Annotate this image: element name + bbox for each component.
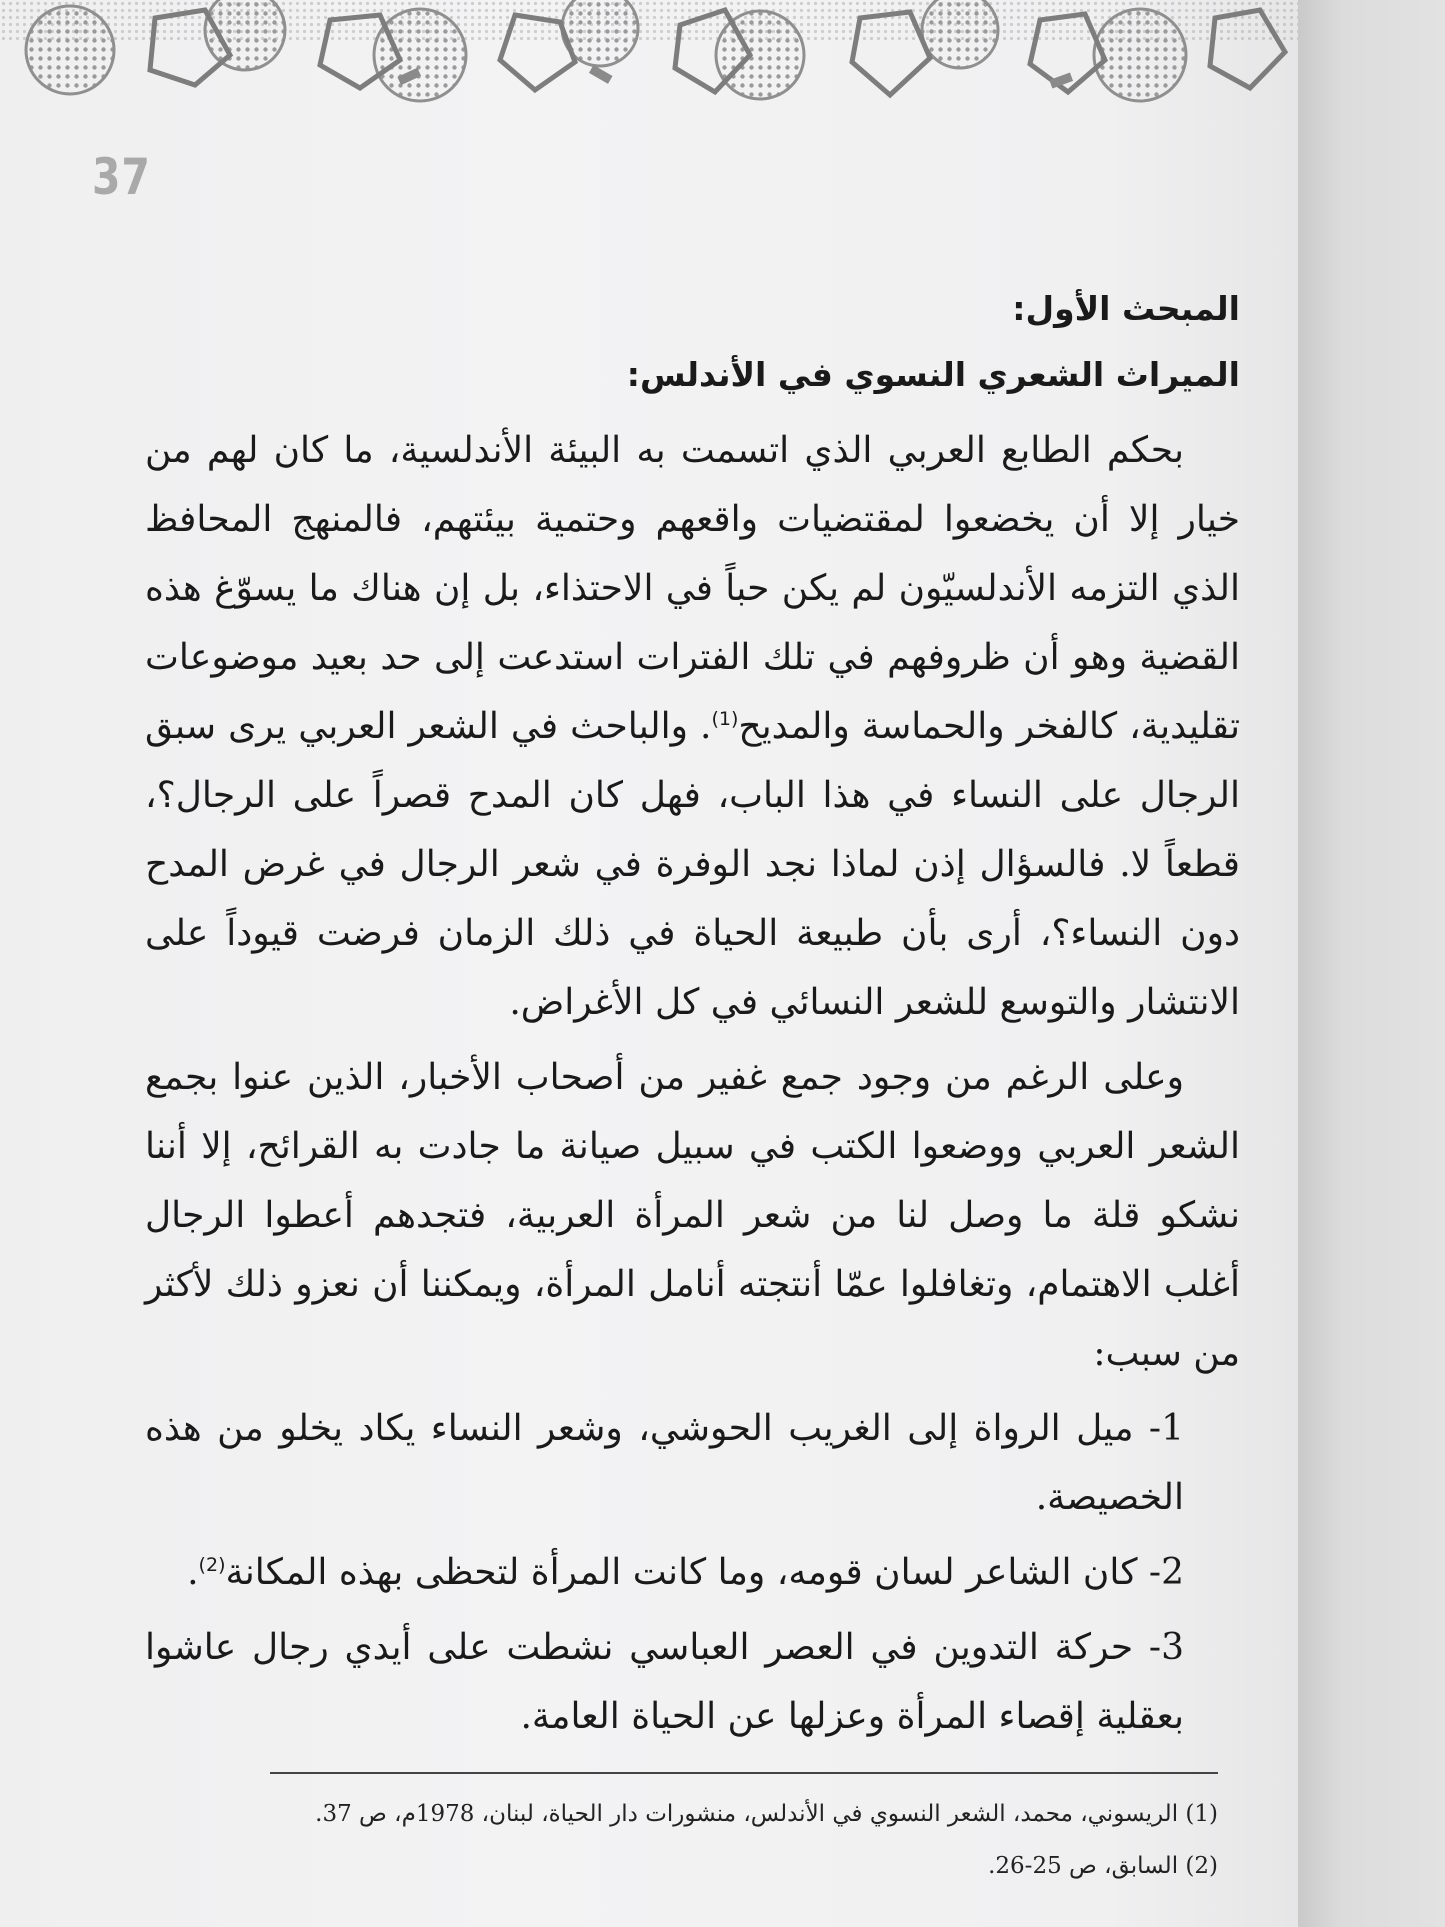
footnote-2: (2) السابق، ص 25-26.: [988, 1853, 1218, 1879]
list-item-1: 1- ميل الرواة إلى الغريب الحوشي، وشعر النساء يكاد يخلو من هذه الخصيصة.: [145, 1408, 1184, 1518]
paragraph-1-text-after: . والباحث في الشعر العربي يرى سبق الرجال على النساء في هذا الباب، فهل كان المدح قصراً على الرجال؟، قطعاً لا. فالسؤال إذن لماذا نجد الوفرة في شعر الرجال في غرض المدح دون النساء؟، أرى بأن طبيعة الحياة في ذلك الزمان فرضت قيوداً على الانتشار والتوسع للشعر النسائي في كل الأغراض.: [145, 706, 1240, 1023]
page-number: 37: [92, 148, 151, 206]
paragraph-2: وعلى الرغم من وجود جمع غفير من أصحاب الأخبار، الذين عنوا بجمع الشعر العربي ووضعوا الكتب في سبيل صيانة ما جادت به القرائح، إلا أننا نشكو قلة ما وصل لنا من شعر المرأة العربية، فتجدهم أعطوا الرجال أغلب الاهتمام، وتغافلوا عمّا أنتجته أنامل المرأة، ويمكننا أن نعزو ذلك لأكثر من سبب:: [145, 1057, 1240, 1374]
footnote-ref-2: (2): [198, 1554, 226, 1576]
section-heading: المبحث الأول:: [1012, 289, 1240, 328]
section-subheading: الميراث الشعري النسوي في الأندلس:: [626, 355, 1240, 394]
list-item-2-text-after: .: [187, 1552, 199, 1593]
paragraph-1: [145, 416, 1240, 1037]
paragraph-1-text-before: بحكم الطابع العربي الذي اتسمت به البيئة الأندلسية، ما كان لهم من خيار إلا أن يخضعوا لمقتضيات واقعهم وحتمية بيئتهم، فالمنهج المحافظ الذي التزمه الأندلسيّون لم يكن حباً في الاحتذاء، بل إن هناك ما يسوّغ هذه القضية وهو أن ظروفهم في تلك الفترات استدعت إلى حد بعيد موضوعات تقليدية، كالفخر والحماسة والمديح: [145, 430, 1241, 747]
decorative-ornament-border: [0, 0, 1298, 118]
list-item-3: 3- حركة التدوين في العصر العباسي نشطت على أيدي رجال عاشوا بعقلية إقصاء المرأة وعزلها عن الحياة العامة.: [145, 1627, 1184, 1737]
footnote-1: (1) الريسوني، محمد، الشعر النسوي في الأندلس، منشورات دار الحياة، لبنان، 1978م، ص 37.: [315, 1801, 1218, 1827]
list-item-2: [145, 1538, 1240, 1607]
main-text: [145, 276, 1240, 1751]
page-edge-shadow: [1298, 0, 1445, 1927]
list-item-2-text-before: 2- كان الشاعر لسان قومه، وما كانت المرأة لتحظى بهذه المكانة: [225, 1552, 1184, 1593]
footnote-ref-1: (1): [711, 708, 739, 730]
footnotes: [270, 1772, 1218, 1892]
